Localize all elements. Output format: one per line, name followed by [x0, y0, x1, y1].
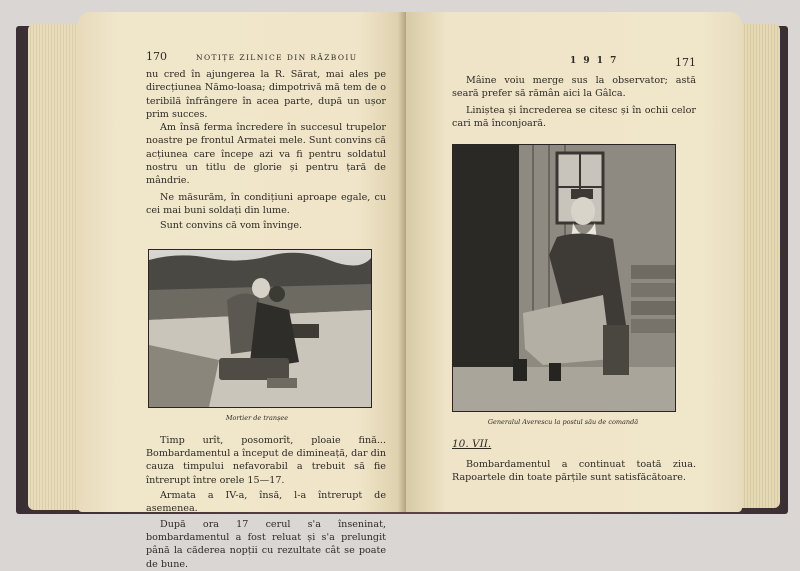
right-page-number: 171	[675, 56, 696, 69]
left-photo-caption: Mortier de tranșee	[225, 413, 289, 422]
right-page	[406, 12, 742, 512]
right-paragraph: Mâine voiu merge sus la observator; astă seară prefer să rămân aici la Gâlca.	[452, 75, 696, 100]
date-heading: 10. VII.	[452, 438, 492, 451]
left-paragraph: Timp urît, posomorît, ploaie fină... Bombardamentul a început de dimineață, dar din cauza timpului nefavorabil a trebuit să fie întrerupt între orele 15—17.	[146, 434, 387, 486]
left-paragraph: Sunt convins că vom învinge.	[160, 220, 303, 232]
general-portrait-illustration	[453, 145, 675, 411]
general-averescu-photo	[452, 144, 676, 412]
left-page-number: 170	[146, 50, 167, 63]
trench-mortar-photo	[148, 249, 372, 408]
left-paragraph: Ne măsurăm, în condițiuni aproape egale, cu cei mai buni soldați din lume.	[146, 191, 386, 216]
right-photo-caption: Generalul Averescu la postul său de comandă	[487, 418, 639, 427]
left-paragraph: nu cred în ajungerea la R. Sărat, mai ales pe direcțiunea Nămo-loasa; dimpotrivă mă tem de o teribilă înfrângere în acea parte, după un ușor prim succes.	[146, 69, 386, 120]
left-page	[78, 12, 408, 570]
right-running-head	[452, 54, 696, 72]
right-paragraph: Bombardamentul a continuat toată ziua. Rapoartele din toate părțile sunt satisfăcătoare.	[452, 458, 696, 484]
trench-mortar-illustration	[149, 250, 371, 407]
left-running-head	[146, 50, 386, 68]
right-year-header: 1 9 1 7	[570, 56, 619, 66]
left-paragraph: Am însă ferma încredere în succesul trupelor noastre pe frontul Armatei mele. Sunt convins că acțiunea care începe azi va fi pentru soldatul nostru un titlu de glorie și pentru țară de mândrie.	[146, 122, 386, 187]
right-paragraph: Liniștea și încrederea se citesc și în ochii celor cari mă înconjoară.	[452, 104, 696, 129]
left-paragraph: După ora 17 cerul s'a înseninat, bombardamentul a fost reluat și s'a prelungit până la căderea nopții cu rezultate cât se poate de bune.	[146, 518, 386, 570]
left-running-title: NOTIȚE ZILNICE DIN RĂZBOIU	[196, 53, 358, 62]
left-paragraph: Armata a IV-a, însă, l-a întrerupt de asemenea.	[146, 490, 386, 515]
